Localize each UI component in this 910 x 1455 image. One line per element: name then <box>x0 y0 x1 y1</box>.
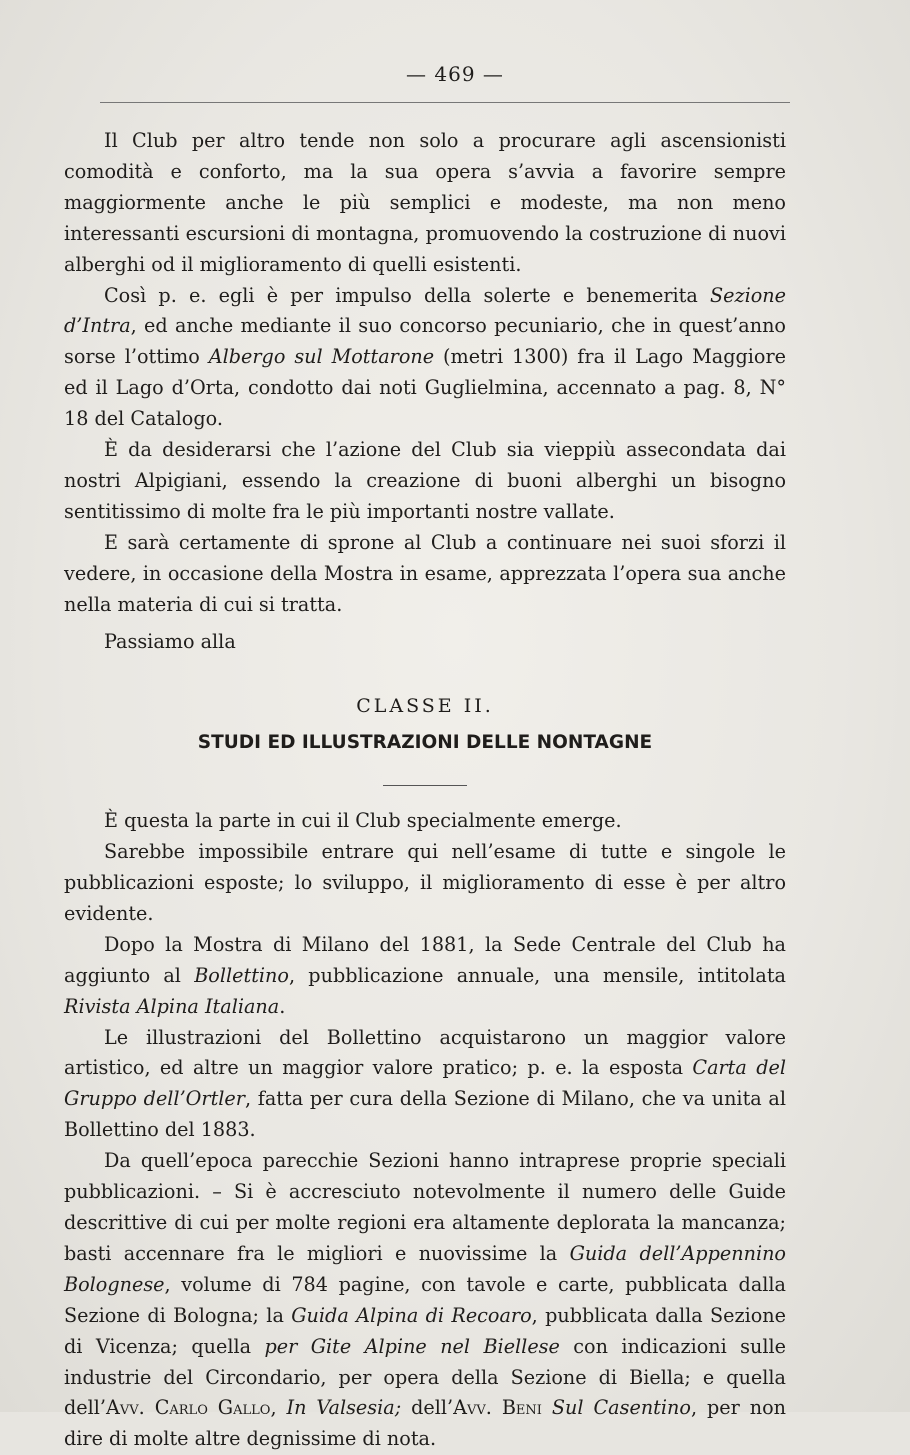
paragraph: Da quell’epoca parecchie Sezioni hanno intraprese proprie speciali pubblicazioni. – Si è accresciuto notevolmente il numero delle Guide descrittive di cui per molte regioni era altamente deplorata la mancanza; basti accennare fra le migliori e nuovissime la Guida dell’Appennino Bolognese, volume di 784 pagine, con tavole e carte, pubblicata dalla Sezione di Bologna; la Guida Alpina di Recoaro, pubblicata dalla Sezione di Vicenza; quella per Gite Alpine nel Biellese con indicazioni sulle industrie del Circondario, per opera della Sezione di Biella; e quella dell’Avv. Carlo Gallo, In Valsesia; dell’Avv. Beni Sul Casentino, per non dire di molte altre degnissime di nota. <box>64 1149 787 1451</box>
italic-text: Guida dell’Appennino Bolognese <box>64 1241 786 1296</box>
section-title: STUDI ED ILLUSTRAZIONI DELLE NONTAGNE <box>197 732 653 754</box>
italic-text: Sul Casentino <box>551 1396 691 1420</box>
class-heading: CLASSE II. <box>356 695 494 718</box>
page-number: — 469 — <box>406 62 504 86</box>
paragraph: È questa la parte in cui il Club specialmente emerge. <box>104 809 622 833</box>
italic-text: Rivista Alpina Italiana <box>64 994 280 1018</box>
paragraph: È da desiderarsi che l’azione del Club sia vieppiù assecondata dai nostri Alpigiani, essendo la creazione di buoni alberghi un bisogno sentitissimo di molte fra le più importanti nostre vallate. <box>64 438 786 523</box>
italic-text: Carta del Gruppo dell’Ortler <box>64 1056 786 1111</box>
paragraph: Le illustrazioni del Bollettino acquistarono un maggior valore artistico, ed altre un maggior valore pratico; p. e. la esposta Carta del Gruppo dell’Ortler, fatta per cura della Sezione di Milano, che va unita al Bollettino del 1883. <box>64 1025 786 1142</box>
header-rule <box>100 102 790 103</box>
small-caps-name: Avv. Carlo Gallo <box>106 1396 271 1420</box>
italic-text: Sezione d’Intra <box>64 283 786 338</box>
paragraph: E sarà certamente di sprone al Club a continuare nei suoi sforzi il vedere, in occasione della Mostra in esame, apprezzata l’opera sua anche nella materia di cui si tratta. <box>64 530 786 616</box>
italic-text: Bollettino <box>194 963 289 987</box>
italic-text: Albergo sul Mottarone <box>208 345 435 369</box>
paragraph: Passiamo alla <box>104 629 236 653</box>
body-text <box>64 126 786 1455</box>
section-divider <box>383 785 467 786</box>
paragraph: Dopo la Mostra di Milano del 1881, la Sede Centrale del Club ha aggiunto al Bollettino, pubblicazione annuale, una mensile, intitolata Rivista Alpina Italiana. <box>64 932 786 1018</box>
paragraph: Sarebbe impossibile entrare qui nell’esame di tutte e singole le pubblicazioni esposte; lo sviluppo, il miglioramento di esse è per altro evidente. <box>64 840 786 925</box>
paragraph: Il Club per altro tende non solo a procurare agli ascensionisti comodità e conforto, ma la sua opera s’avvia a favorire sempre maggiormente anche le più semplici e modeste, ma non meno interessanti escursioni di montagna, promuovendo la costruzione di nuovi alberghi od il miglioramento di quelli esistenti. <box>64 129 786 276</box>
italic-text: In Valsesia; <box>286 1396 402 1420</box>
italic-text: Guida Alpina di Recoaro <box>291 1303 532 1327</box>
italic-text: per Gite Alpine nel Biellese <box>264 1334 560 1358</box>
small-caps-name: Avv. Beni <box>453 1396 542 1420</box>
paragraph: Così p. e. egli è per impulso della solerte e benemerita Sezione d’Intra, ed anche mediante il suo concorso pecuniario, che in quest’anno sorse l’ottimo Albergo sul Mottarone (metri 1300) fra il Lago Maggiore ed il Lago d’Orta, condotto dai noti Guglielmina, accennato a pag. 8, N° 18 del Catalogo. <box>64 283 786 431</box>
